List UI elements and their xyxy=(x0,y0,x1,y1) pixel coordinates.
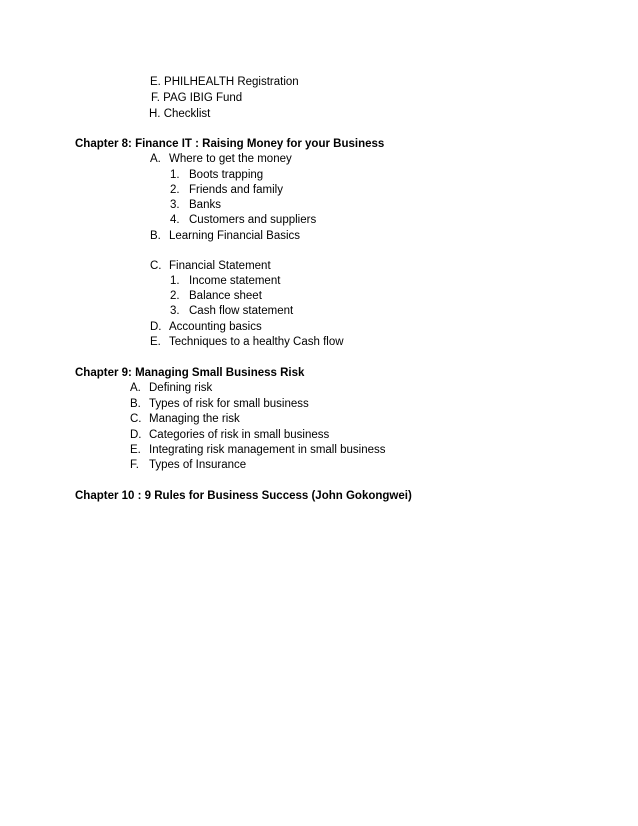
list-marker: 3. xyxy=(170,305,180,317)
list-marker: B. xyxy=(130,398,141,410)
list-item xyxy=(170,274,280,288)
list-text: Managing the risk xyxy=(149,413,240,425)
list-marker: 1. xyxy=(170,275,180,287)
list-text: Types of risk for small business xyxy=(149,398,309,410)
list-item xyxy=(170,168,263,182)
list-item xyxy=(170,289,262,303)
chapter-8-title: Chapter 8: Finance IT : Raising Money for your Business xyxy=(75,138,385,150)
list-marker: D. xyxy=(130,429,142,441)
list-text: Boots trapping xyxy=(189,169,264,181)
list-item xyxy=(130,428,329,442)
item-checklist: H. Checklist xyxy=(149,108,211,120)
list-marker: 3. xyxy=(170,199,180,211)
list-item xyxy=(170,198,221,212)
list-marker: D. xyxy=(150,321,162,333)
list-marker: F. xyxy=(130,459,139,471)
list-marker: 2. xyxy=(170,184,180,196)
list-item xyxy=(130,397,309,411)
list-text: Types of Insurance xyxy=(149,459,247,471)
list-item xyxy=(150,320,262,334)
list-marker: E. xyxy=(130,444,141,456)
list-text: Customers and suppliers xyxy=(189,214,317,226)
list-marker: C. xyxy=(150,260,162,272)
list-text: Accounting basics xyxy=(169,321,262,333)
list-text: Banks xyxy=(189,199,221,211)
list-marker: 2. xyxy=(170,290,180,302)
list-text: Financial Statement xyxy=(169,260,271,272)
list-item xyxy=(150,229,300,243)
list-text: Integrating risk management in small business xyxy=(149,444,386,456)
chapter-10-title: Chapter 10 : 9 Rules for Business Success (John Gokongwei) xyxy=(75,490,412,502)
list-item xyxy=(170,304,293,318)
list-text: Cash flow statement xyxy=(189,305,294,317)
list-item xyxy=(130,443,386,457)
list-item xyxy=(150,152,292,166)
list-marker: B. xyxy=(150,230,161,242)
list-marker: A. xyxy=(130,382,141,394)
chapter-9-title: Chapter 9: Managing Small Business Risk xyxy=(75,367,305,379)
list-text: Balance sheet xyxy=(189,290,262,302)
list-text: Techniques to a healthy Cash flow xyxy=(169,336,344,348)
item-philhealth-registration: E. PHILHEALTH Registration xyxy=(150,76,299,88)
list-marker: C. xyxy=(130,413,142,425)
item-pag-ibig-fund: F. PAG IBIG Fund xyxy=(151,92,243,104)
list-text: Categories of risk in small business xyxy=(149,429,330,441)
list-text: Where to get the money xyxy=(169,153,292,165)
list-item xyxy=(150,259,271,273)
list-text: Learning Financial Basics xyxy=(169,230,301,242)
list-text: Defining risk xyxy=(149,382,213,394)
list-item xyxy=(170,183,283,197)
list-item xyxy=(170,213,316,227)
list-item xyxy=(150,335,344,349)
list-text: Friends and family xyxy=(189,184,283,196)
list-item xyxy=(130,412,240,426)
list-item xyxy=(130,381,212,395)
list-marker: 1. xyxy=(170,169,180,181)
list-marker: A. xyxy=(150,153,161,165)
list-marker: E. xyxy=(150,336,161,348)
list-marker: 4. xyxy=(170,214,180,226)
list-text: Income statement xyxy=(189,275,281,287)
list-item xyxy=(130,458,246,472)
